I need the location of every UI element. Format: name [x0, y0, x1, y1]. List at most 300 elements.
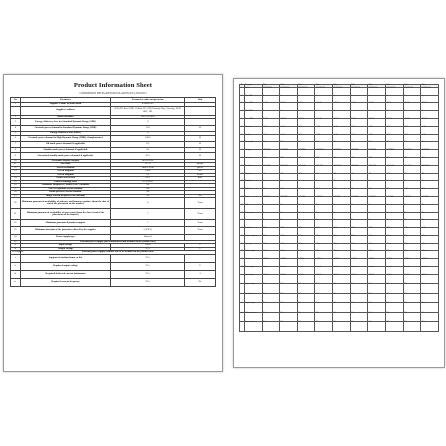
grid-cell: 8 Years: [297, 235, 315, 243]
grid-cell: No: [262, 204, 280, 212]
grid-cell: 3840x2160: [350, 165, 368, 173]
grid-header-cell: Value: [333, 85, 351, 88]
grid-cell: N/A: [403, 142, 421, 150]
grid-row: [240, 142, 439, 150]
grid-cell: N/A: [280, 142, 298, 150]
grid-cell: N/A: [421, 284, 439, 294]
grid-row: [240, 95, 439, 103]
grid-row: [240, 228, 439, 236]
grid-cell: Guarantee: [244, 259, 262, 267]
row-value: Internal: [111, 235, 185, 241]
grid-cell: G: [403, 111, 421, 119]
row-number: 20: [11, 198, 21, 209]
grid-cell: N/A: [421, 293, 439, 303]
grid-cell: UE65TU7100: [403, 87, 421, 95]
row-unit: V: [185, 262, 216, 270]
grid-cell: 13: [240, 181, 245, 189]
row-number: 5: [11, 132, 21, 136]
grid-cell: 230.0 V: [368, 274, 386, 284]
row-unit: pixels: [185, 166, 216, 170]
grid-row: [240, 157, 439, 165]
grid-cell: Internal: [280, 267, 298, 275]
grid-cell: N/A: [262, 284, 280, 294]
grid-cell: 163: [403, 173, 421, 181]
grid-cell: 0.5 W: [315, 134, 333, 142]
row-parameter: Minimum duration of the guarantee offered by the supplier: [20, 226, 111, 234]
grid-cell: 0.5 W: [350, 134, 368, 142]
grid-cell: Internal: [315, 267, 333, 275]
row-number: 1: [11, 103, 21, 107]
grid-cell: No: [403, 204, 421, 212]
row-number: 13: [11, 170, 21, 174]
grid-cell: 16:9: [350, 157, 368, 165]
grid-cell: 7 Years: [403, 243, 421, 251]
grid-cell: N/A: [297, 303, 315, 313]
grid-cell: N/A: [421, 142, 439, 150]
grid-row: [240, 134, 439, 142]
grid-cell: 0.5 W: [350, 126, 368, 134]
grid-cell: 7 Years: [403, 251, 421, 259]
grid-cell: N/A: [368, 284, 386, 294]
grid-cell: N/A: [386, 312, 404, 322]
row-number: 2: [11, 115, 21, 119]
grid-cell: Diagonal in: [244, 181, 262, 189]
row-value: 108.0: [111, 135, 185, 141]
grid-cell: 183.0 W: [421, 118, 439, 126]
grid-cell: 150.0 W: [403, 118, 421, 126]
grid-cell: Class SDR: [244, 95, 262, 103]
grid-cell: 108: [350, 173, 368, 181]
grid-cell: Input voltage: [244, 274, 262, 284]
grid-cell: 14: [240, 189, 245, 197]
grid-cell: 138.8: [386, 173, 404, 181]
row-unit: Hz: [185, 278, 216, 286]
grid-cell: G: [386, 95, 404, 103]
grid-cell: i: [240, 293, 245, 303]
row-value: N/A: [111, 254, 185, 262]
grid-cell: 0.5 W: [262, 134, 280, 142]
grid-cell: 7 Years: [421, 251, 439, 259]
grid-cell: N/A: [280, 322, 298, 332]
grid-cell: 230.0 V: [280, 274, 298, 284]
row-parameter: Energy efficiency class (HDR): [20, 132, 111, 136]
row-number: 4: [11, 125, 21, 131]
header-value: Parameter value and precision: [111, 98, 185, 103]
grid-cell: 3840x2160: [421, 165, 439, 173]
row-value: UE55TU7020: [111, 115, 185, 119]
row-parameter: Required output voltage: [20, 262, 111, 270]
grid-cell: 7 Years: [297, 243, 315, 251]
row-number: 6: [11, 135, 21, 141]
grid-cell: 3 (UK 1): [386, 259, 404, 267]
grid-cell: 67.4: [280, 189, 298, 197]
grid-cell: 189: [333, 173, 351, 181]
row-value: N/A: [111, 262, 185, 270]
row-value: G: [111, 132, 185, 136]
grid-row: [240, 204, 439, 212]
grid-cell: UE55TU7100: [386, 87, 404, 95]
grid-row: [240, 196, 439, 204]
grid-cell: 0.5 W: [386, 134, 404, 142]
row-unit: A: [185, 270, 216, 278]
grid-cell: Visible area: [244, 189, 262, 197]
grid-cell: G: [333, 95, 351, 103]
grid-cell: N/A: [315, 322, 333, 332]
grid-cell: G: [350, 111, 368, 119]
info-row: [11, 106, 216, 115]
grid-cell: 7 Years: [315, 243, 333, 251]
grid-cell: 153.1: [333, 189, 351, 197]
grid-row: [240, 259, 439, 267]
grid-cell: 106.0 W: [315, 103, 333, 111]
grid-cell: 3 (UK 1): [421, 259, 439, 267]
row-parameter: Room presence sensor available: [20, 191, 111, 195]
grid-cell: G: [421, 111, 439, 119]
grid-cell: G: [297, 95, 315, 103]
grid-cell: N/A: [386, 303, 404, 313]
grid-cell: 16:9: [386, 157, 404, 165]
grid-cell: 50 Hz: [421, 228, 439, 236]
grid-cell: 50.5: [350, 189, 368, 197]
grid-cell: N/A: [421, 312, 439, 322]
grid-cell: No: [421, 204, 439, 212]
grid-cell: G: [368, 95, 386, 103]
grid-cell: Power supply: [244, 267, 262, 275]
grid-cell: 7 Years: [333, 251, 351, 259]
row-value: 50: [111, 194, 185, 198]
grid-cell: 24: [240, 267, 245, 275]
grid-cell: 3: [240, 103, 245, 111]
grid-cell: 7 Years: [262, 251, 280, 259]
grid-cell: 7 Years: [262, 243, 280, 251]
row-parameter: Input voltage: [20, 244, 111, 248]
grid-cell: No: [386, 212, 404, 220]
grid-cell: 8 Years: [368, 235, 386, 243]
grid-cell: 8: [240, 142, 245, 150]
external-supply-2-row: [11, 262, 216, 270]
grid-cell: N/A: [386, 293, 404, 303]
row-unit: Years: [185, 226, 216, 234]
grid-header-cell: Value: [403, 85, 421, 88]
grid-cell: 106.0 W: [280, 118, 298, 126]
row-number: 24: [11, 235, 21, 241]
row-value: N/A: [111, 278, 185, 286]
grid-cell: 3 (UK 1): [280, 259, 298, 267]
row-parameter: Energy efficiency class for Standard Dynamic Range (SDR): [20, 119, 111, 125]
grid-cell: 3840x2160: [333, 165, 351, 173]
grid-cell: 230.0 V: [421, 274, 439, 284]
grid-cell: LCD LED: [297, 196, 315, 204]
grid-cell: Software updates: [244, 235, 262, 243]
grid-cell: 0.5 W: [403, 134, 421, 142]
grid-cell: 7 Years: [297, 251, 315, 259]
grid-cell: Internal: [403, 267, 421, 275]
grid-cell: MONITOR: [403, 150, 421, 158]
row-unit: W: [185, 142, 216, 148]
grid-cell: 8 Years: [386, 235, 404, 243]
grid-cell: G: [386, 111, 404, 119]
grid-cell: Internal: [350, 267, 368, 275]
row-unit: [185, 106, 216, 115]
row-value: 7: [111, 220, 185, 226]
row-parameter: Voice recognition sensor available: [20, 187, 111, 191]
grid-cell: UE75TU7020: [333, 87, 351, 95]
row-value: 8: [111, 198, 185, 209]
grid-cell: LCD LED: [350, 196, 368, 204]
row-value: MONITOR: [111, 159, 185, 163]
grid-cell: Product support: [244, 251, 262, 259]
grid-cell: ABC: [244, 204, 262, 212]
grid-header-cell: Value: [262, 85, 280, 88]
grid-cell: 0.5 W: [262, 126, 280, 134]
grid-cell: N/A: [262, 293, 280, 303]
grid-cell: 3 (UK 1): [315, 259, 333, 267]
row-unit: Years: [185, 209, 216, 220]
row-number: 15: [11, 180, 21, 184]
row-unit: W: [185, 147, 216, 153]
row-number: 18: [11, 191, 21, 195]
info-table: [10, 97, 216, 287]
grid-cell: N/A: [280, 293, 298, 303]
grid-cell: No: [350, 204, 368, 212]
row-number: ii: [11, 262, 21, 270]
grid-cell: 125: [368, 173, 386, 181]
grid-cell: 16: [240, 204, 245, 212]
grid-cell: UE50TU7100: [368, 87, 386, 95]
row-parameter: Automatic Brightness Control (ABC) available: [20, 184, 111, 188]
grid-cell: UE55TU7020: [297, 87, 315, 95]
grid-cell: Voice sensor: [244, 212, 262, 220]
grid-cell: UE43TU7020: [262, 87, 280, 95]
product-information-sheet-page: [3, 74, 223, 372]
row-value: 3840 x 2160: [111, 166, 185, 170]
grid-cell: 17: [240, 212, 245, 220]
grid-cell: N/A: [368, 303, 386, 313]
grid-cell: 73.0 W: [280, 103, 298, 111]
grid-row: [240, 212, 439, 220]
grid-row: [240, 293, 439, 303]
sheet-subtitle: COMMISSION DELEGATED REGULATION (EU) 2019/2013: [79, 92, 147, 95]
grid-cell: N/A: [297, 284, 315, 294]
row-parameter: Visible screen area: [20, 177, 111, 181]
product-data-table-page: [233, 78, 445, 368]
row-number: 25: [11, 240, 21, 244]
row-unit: Years: [185, 198, 216, 209]
header-parameter: Parameter: [20, 98, 111, 103]
row-number: iii: [11, 270, 21, 278]
grid-cell: N/A: [386, 284, 404, 294]
grid-cell: 67.4: [368, 189, 386, 197]
row-unit: cm: [185, 170, 216, 174]
grid-cell: 5: [240, 118, 245, 126]
grid-cell: N/A: [315, 142, 333, 150]
grid-cell: No: [280, 212, 298, 220]
grid-cell: No: [280, 204, 298, 212]
grid-cell: MONITOR: [368, 150, 386, 158]
grid-cell: Output voltage: [244, 284, 262, 294]
grid-cell: 138.8: [297, 173, 315, 181]
row-value: 16 : 9: [111, 163, 185, 167]
grid-cell: UE65TU7020: [315, 87, 333, 95]
grid-cell: Diagonal cm: [244, 173, 262, 181]
grid-cell: 7 Years: [333, 243, 351, 251]
grid-cell: N/A: [403, 312, 421, 322]
row-value: 55: [111, 173, 185, 177]
grid-cell: Off mode: [244, 126, 262, 134]
grid-cell: 106.0 W: [403, 103, 421, 111]
row-parameter: Power supply type: [20, 235, 111, 241]
grid-cell: 0.5 W: [386, 126, 404, 134]
row-number: 21: [11, 209, 21, 220]
grid-cell: 7 Years: [368, 251, 386, 259]
grid-row: [240, 303, 439, 313]
grid-cell: G: [403, 95, 421, 103]
row-parameter: Screen resolution: [20, 166, 111, 170]
info-row: [11, 226, 216, 234]
grid-row: [240, 118, 439, 126]
grid-cell: N/A: [350, 142, 368, 150]
grid-cell: N/A: [333, 142, 351, 150]
grid-cell: 3840x2160: [280, 165, 298, 173]
row-parameter: Standby mode power demand, if applicable: [20, 147, 111, 153]
grid-header-cell: Value: [315, 85, 333, 88]
grid-header-cell: Parameter: [244, 85, 262, 88]
grid-cell: Power HDR: [244, 118, 262, 126]
row-parameter: Screen diagonal: [20, 173, 111, 177]
grid-cell: 7 Years: [350, 251, 368, 259]
grid-cell: 50 Hz: [297, 228, 315, 236]
grid-cell: Current frequency: [244, 322, 262, 332]
grid-cell: 3 (UK 1): [297, 259, 315, 267]
row-number: 12: [11, 166, 21, 170]
grid-cell: 7 Years: [280, 251, 298, 259]
grid-cell: 150.0 W: [315, 118, 333, 126]
grid-row: [240, 243, 439, 251]
row-value: 3 (UK 1): [111, 226, 185, 234]
row-value: N/A: [111, 270, 185, 278]
grid-cell: Internal: [421, 267, 439, 275]
grid-cell: 82.3: [297, 189, 315, 197]
grid-row: [240, 312, 439, 322]
grid-cell: 3840x2160: [368, 165, 386, 173]
grid-cell: iv: [240, 322, 245, 332]
grid-cell: 10: [240, 157, 245, 165]
grid-cell: No: [403, 212, 421, 220]
row-number: 17: [11, 187, 21, 191]
grid-cell: N/A: [315, 303, 333, 313]
grid-cell: 8 Years: [280, 235, 298, 243]
grid-cell: N/A: [262, 312, 280, 322]
grid-cell: 75: [333, 181, 351, 189]
row-number: 7: [11, 142, 21, 148]
grid-row: [240, 150, 439, 158]
grid-cell: LCD LED: [403, 196, 421, 204]
grid-cell: N/A: [333, 284, 351, 294]
grid-cell: 65: [315, 181, 333, 189]
grid-cell: 8 Years: [421, 235, 439, 243]
grid-cell: N/A: [403, 303, 421, 313]
grid-cell: 16:9: [368, 157, 386, 165]
grid-cell: 0.5 W: [333, 134, 351, 142]
grid-row: [240, 220, 439, 228]
grid-cell: MONITOR: [297, 150, 315, 158]
grid-cell: MONITOR: [350, 150, 368, 158]
info-row: [11, 198, 216, 209]
grid-row: [240, 322, 439, 332]
grid-cell: Size ratio: [244, 157, 262, 165]
grid-cell: Spare parts: [244, 243, 262, 251]
row-number: i: [11, 254, 21, 262]
row-number: 22: [11, 220, 21, 226]
grid-cell: ii: [240, 303, 245, 313]
grid-cell: a: [240, 274, 245, 284]
row-parameter: Minimum guaranteed product support: [20, 220, 111, 226]
grid-cell: N/A: [350, 312, 368, 322]
grid-cell: G: [333, 111, 351, 119]
grid-cell: G: [280, 95, 298, 103]
grid-header-cell: Value: [368, 85, 386, 88]
grid-cell: 0.5 W: [315, 126, 333, 134]
grid-cell: 7 Years: [280, 243, 298, 251]
row-parameter: Panel technology used: [20, 180, 111, 184]
grid-cell: No: [386, 220, 404, 228]
grid-cell: G: [315, 111, 333, 119]
external-supply-2-row: [11, 278, 216, 286]
header-unit: Unit: [185, 98, 216, 103]
grid-cell: Standard name: [244, 293, 262, 303]
grid-cell: N/A: [386, 322, 404, 332]
row-parameter: Model identifier: [20, 115, 111, 119]
grid-cell: 230.0 V: [315, 274, 333, 284]
grid-cell: N/A: [333, 303, 351, 313]
grid-cell: 0.5 W: [333, 126, 351, 134]
row-value: 75.0: [111, 125, 185, 131]
external-supply-title: External power supply (not standardised and included in the product box): [20, 240, 215, 244]
grid-cell: 106.0 W: [368, 118, 386, 126]
row-parameter: Required current frequency: [20, 278, 111, 286]
row-value: No: [111, 187, 185, 191]
grid-cell: UE75TU7100: [421, 87, 439, 95]
grid-cell: Standby: [244, 134, 262, 142]
grid-cell: 9: [240, 150, 245, 158]
row-value: 7: [111, 209, 185, 220]
grid-cell: 50 Hz: [386, 228, 404, 236]
grid-cell: N/A: [403, 293, 421, 303]
grid-cell: 23: [240, 259, 245, 267]
grid-cell: N/A: [386, 142, 404, 150]
grid-cell: 0.5 W: [280, 134, 298, 142]
row-value: N/A: [111, 247, 185, 251]
grid-cell: N/A: [368, 142, 386, 150]
grid-cell: No: [315, 220, 333, 228]
grid-cell: N/A: [262, 322, 280, 332]
row-number: b: [11, 247, 21, 251]
grid-cell: Internal: [386, 267, 404, 275]
grid-row: [240, 235, 439, 243]
grid-cell: G: [262, 95, 280, 103]
row-parameter: Electronic display category: [20, 159, 111, 163]
grid-cell: 230.0 V: [262, 274, 280, 284]
grid-cell: N/A: [315, 312, 333, 322]
grid-cell: 230.0 V: [386, 274, 404, 284]
grid-cell: 50 Hz: [333, 228, 351, 236]
grid-cell: 125: [280, 173, 298, 181]
grid-cell: N/A: [297, 293, 315, 303]
grid-cell: 50 Hz: [315, 228, 333, 236]
grid-cell: No: [333, 220, 351, 228]
grid-header-cell: Value: [280, 85, 298, 88]
grid-cell: N/A: [368, 293, 386, 303]
